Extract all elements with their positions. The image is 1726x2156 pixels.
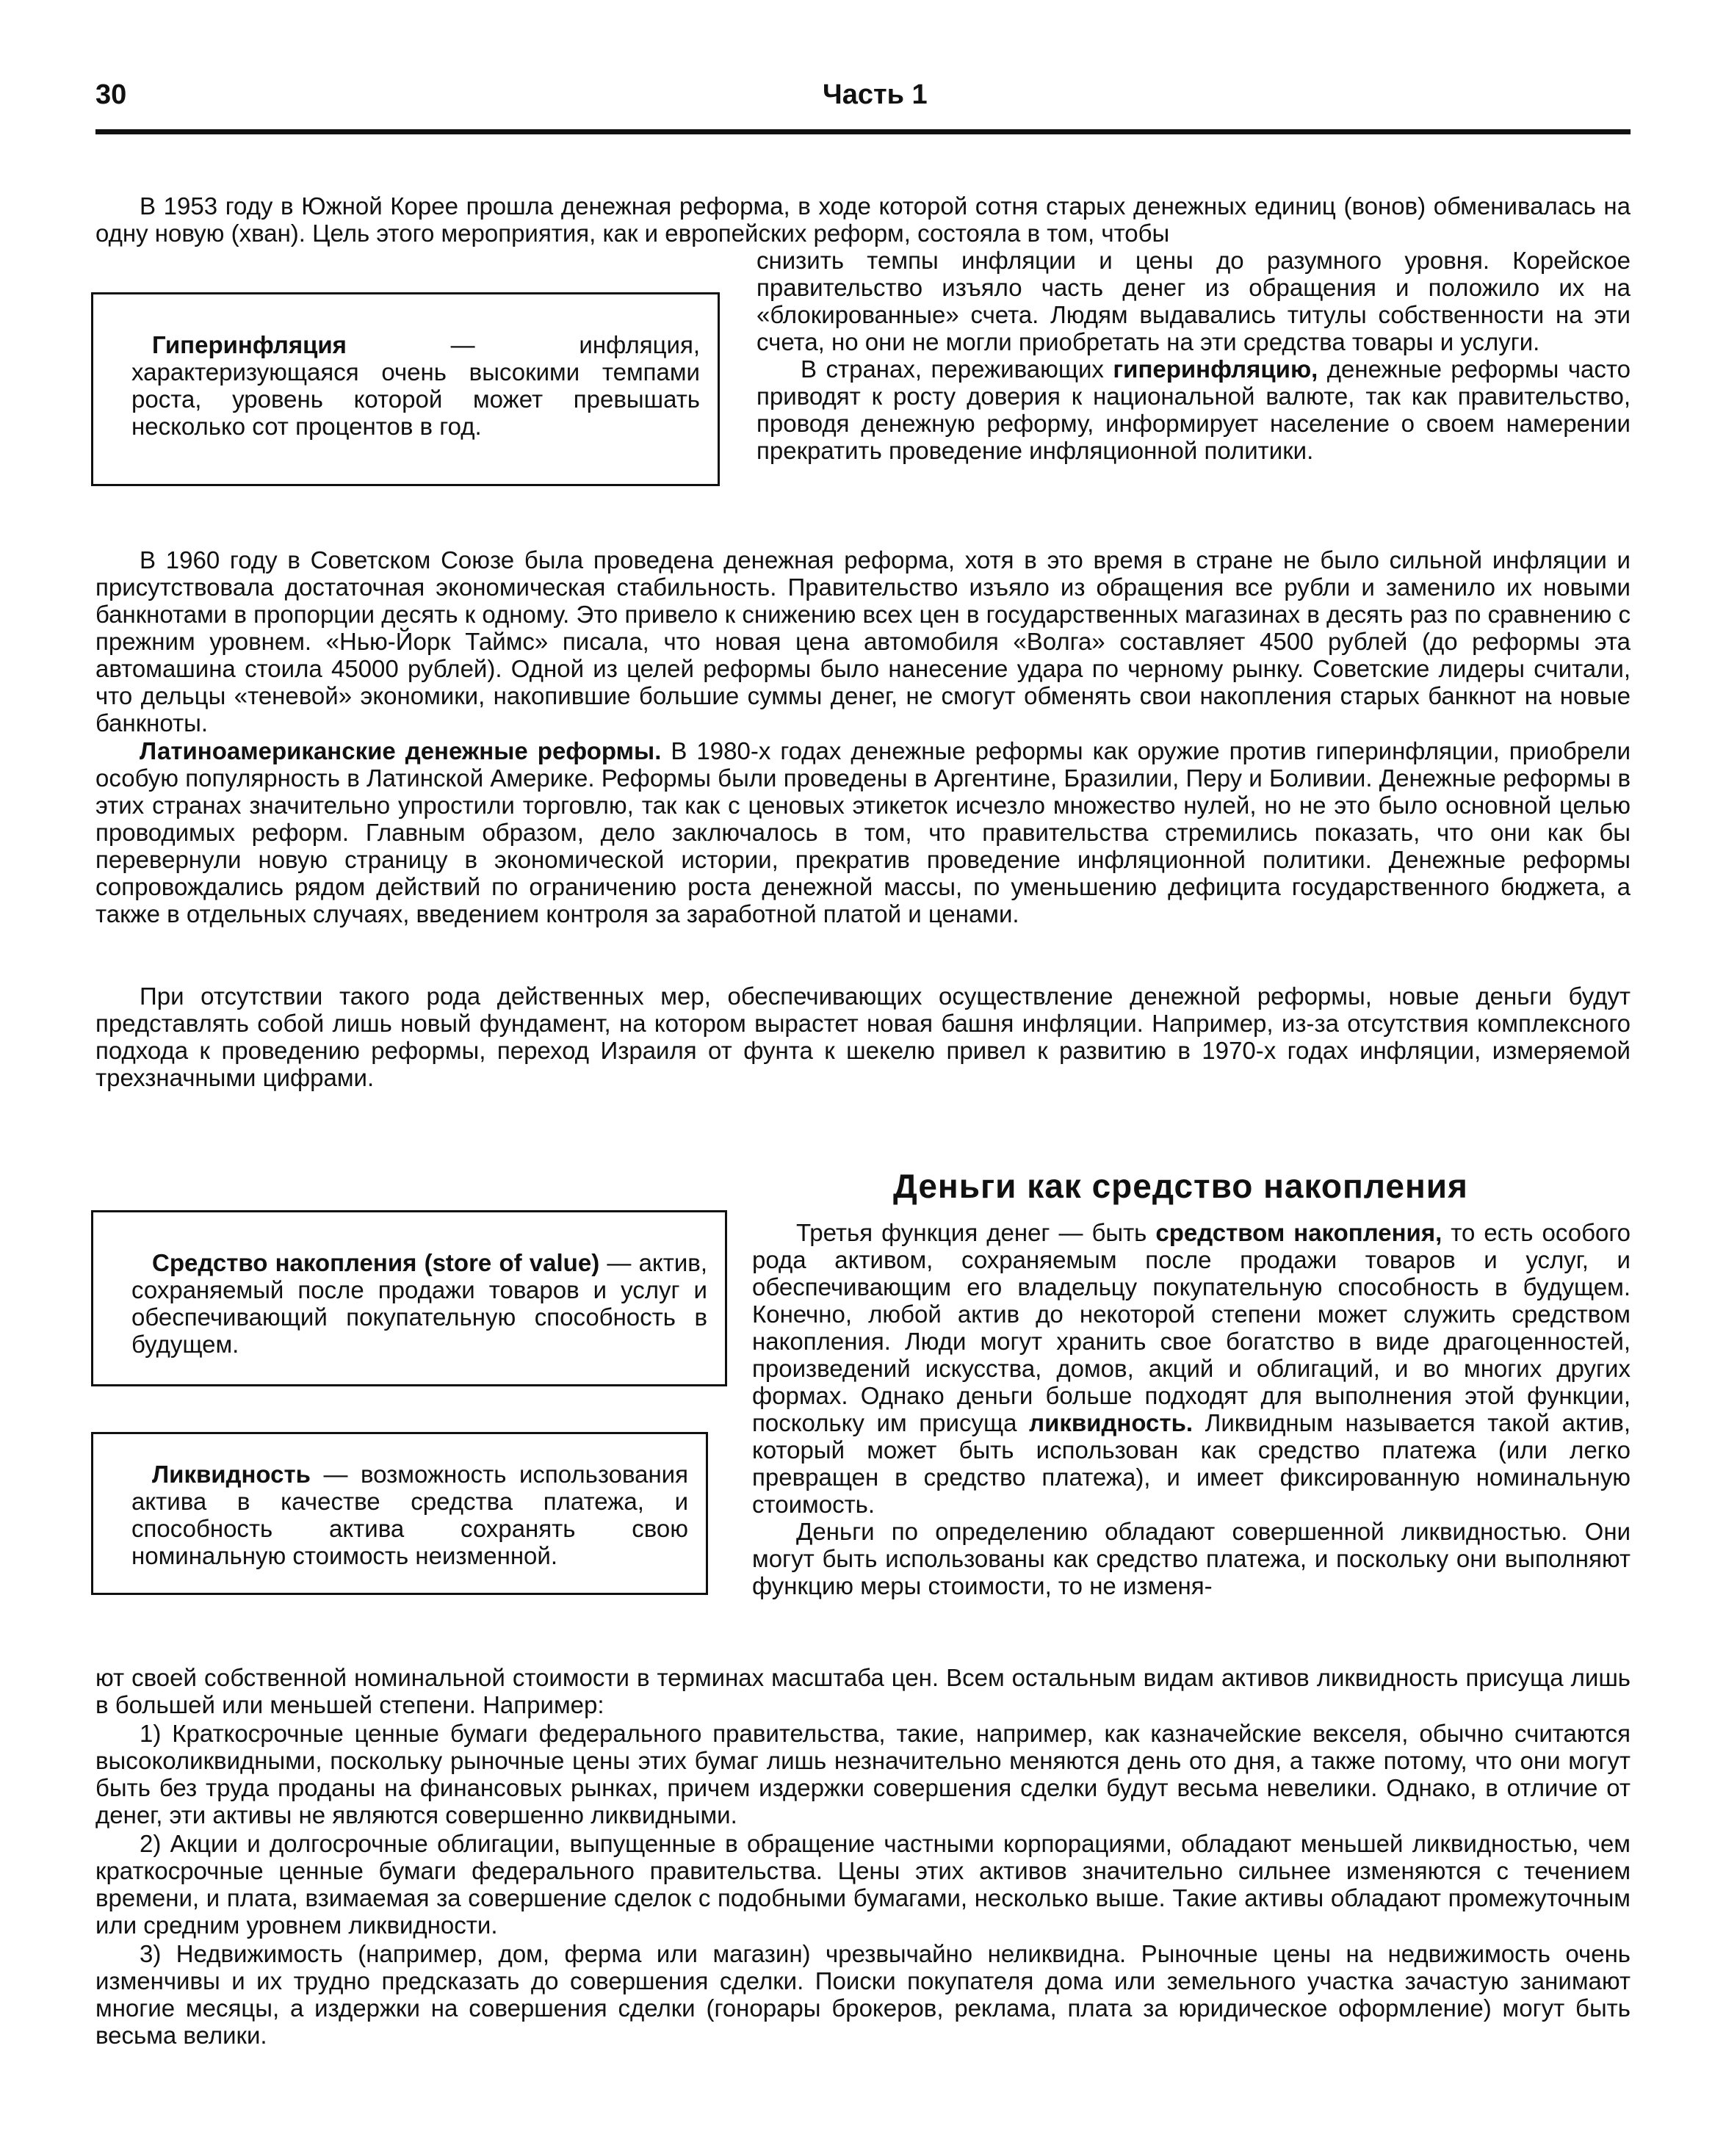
paragraph-soviet-reform: В 1960 году в Советском Союзе была проведена денежная реформа, хотя в это время в стране не было сильной инфляции и присутствовала достаточная экономическая стабильность. Правительство изъяло из обращения все рубли и заменило их новыми банкнотами в пропорции десять к одному. Это привело к снижению всех цен в государственных магазинах в десять раз по сравнению с прежним уровнем. «Нью-Йорк Таймс» писала, что новая цена автомобиля «Волга» составляет 4500 рублей (до реформы эта автомашина стоила 45000 рублей). Одной из целей реформы было нанесение удара по черному рынку. Советские лидеры считали, что дельцы «теневой» экономики, накопившие большие суммы денег, не смогут обменять свои накопления старых банкнот на новые банкноты. (95, 546, 1631, 737)
definition-store-of-value (131, 1249, 707, 1358)
list-item: 2) Акции и долгосрочные облигации, выпущенные в обращение частными корпорациями, обладают меньшей ликвидностью, чем краткосрочные ценные бумаги федерального правительства. Цены этих активов значительно сильнее изменяются с течением времени, и плата, взимаемая за совершение сделок с подобными бумагами, несколько выше. Такие активы обладают промежуточным или средним уровнем ликвидности. (95, 1830, 1631, 1939)
para6-pre: Третья функция денег — быть (796, 1219, 1156, 1246)
section-title: Деньги как средство накопления (893, 1167, 1468, 1205)
paragraph-hyperinflation-reforms (757, 355, 1631, 464)
header-rule (95, 129, 1631, 134)
term-hyperinflation-inline: гиперинфляцию, (1113, 355, 1318, 383)
list-item: 3) Недвижимость (например, дом, ферма или магазин) чрезвычайно неликвидна. Рыночные цены на недвижимость очень изменчивы и их трудно предсказать до совершения сделки. Поиски покупателя дома или земельного участка зачастую занимают многие месяцы, а издержки на совершения сделки (гонорары брокеров, реклама, плата за юридическое оформление) могут быть весьма велики. (95, 1940, 1631, 2049)
definition-hyperinflation (131, 331, 700, 440)
term-liquidity-inline: ликвидность. (1029, 1409, 1194, 1436)
running-title: Часть 1 (823, 79, 928, 110)
para7-text-b: ют своей собственной номинальной стоимости в терминах масштаба цен. Всем остальным видам активов ликвидность присуща лишь в большей или меньшей степени. Например: (95, 1664, 1631, 1718)
definition-term: Гиперинфляция (152, 331, 347, 358)
paragraph-liquidity-examples (95, 1664, 1631, 2049)
definition-box-hyperinflation (91, 292, 720, 486)
para6-post: Ликвидным называется такой актив, который может быть использован как средство платежа (или легко превращен в средство платежа), и имеет фиксированную номинальную стоимость. (752, 1409, 1631, 1518)
para7-text-a: Деньги по определению обладают совершенной ликвидностью. Они могут быть использованы как средство платежа, и поскольку они выполняют функцию меры стоимости, то не изменя- (752, 1518, 1631, 1599)
definition-term: Средство накопления (store of value) (152, 1249, 600, 1276)
definition-box-store-of-value (91, 1210, 727, 1386)
paragraph-korea-text-a: В 1953 году в Южной Корее прошла денежная реформа, в ходе которой сотня старых денежных единиц (вонов) обменивалась на одну новую (хван). Цель этого мероприятия, как и европейских реформ, состояла в том, чтобы (95, 192, 1631, 247)
paragraph-latin-america (95, 737, 1631, 927)
paragraph-israel: При отсутствии такого рода действенных мер, обеспечивающих осуществление денежной реформы, новые деньги будут представлять собой лишь новый фундамент, на котором вырастет новая башня инфляции. Например, из-за отсутствия комплексного подхода к проведению реформы, переход Израиля от фунта к шекелю привел к развитию в 1970-х годах инфляции, измеряемой трехзначными цифрами. (95, 983, 1631, 1091)
definition-box-liquidity (91, 1432, 708, 1595)
para2-post: денежные реформы часто приводят к росту доверия к национальной валюте, так как правительство, проводя денежную реформу, информирует население о своем намерении прекратить проведение инфляционной политики. (757, 355, 1631, 464)
para4-text: В 1980-х годах денежные реформы как оружие против гиперинфляции, приобрели особую популярность в Латинской Америке. Реформы были проведены в Аргентине, Бразилии, Перу и Боливии. Денежные реформы в этих странах значительно упростили торговлю, так как с ценовых этикеток исчезло множество нулей, но не это было основной целью проводимых реформ. Главным образом, дело заключалось в том, что правительства стремились показать, что они как бы перевернули новую страницу в экономической истории, прекратив проведение инфляционной политики. Денежные реформы сопровождались рядом действий по ограничению роста денежной массы, по уменьшению дефицита государственного бюджета, а также в отдельных случаях, введением контроля за заработной платой и ценами. (95, 737, 1631, 927)
heading-latin-america: Латиноамериканские денежные реформы. (140, 737, 662, 764)
para2-pre: В странах, переживающих (801, 355, 1113, 383)
term-store-of-value-inline: средством накопления, (1155, 1219, 1442, 1246)
definition-text: — актив, сохраняемый после продажи товаров и услуг и обеспечивающий покупательную способность в будущем. (131, 1249, 707, 1358)
definition-text: — возможность использования актива в качестве средства платежа, и способность актива сохранять свою номинальную стоимость неизменной. (131, 1461, 688, 1569)
page-header (95, 79, 1631, 109)
definition-text: — инфляция, характеризующаяся очень высокими темпами роста, уровень которой может превышать несколько сот процентов в год. (131, 331, 700, 440)
list-item: 1) Краткосрочные ценные бумаги федерального правительства, такие, например, как казначейские векселя, обычно считаются высоколиквидными, поскольку рыночные цены этих бумаг лишь незначительно меняются день ото дня, а также потому, что они могут быть без труда проданы на финансовых рынках, причем издержки совершения сделки будут весьма невелики. Однако, в отличие от денег, эти активы не являются совершенно ликвидными. (95, 1720, 1631, 1828)
paragraph-store-of-value (752, 1219, 1631, 1599)
para6-mid: то есть особого рода активом, сохраняемым после продажи товаров и услуг, и обеспечивающим его владельцу покупательную способность в будущем. Конечно, любой актив до некоторой степени может служить средством накопления. Люди могут хранить свое богатство в виде драгоценностей, произведений искусства, домов, акций и облигаций, и во многих других формах. Однако деньги больше подходят для выполнения этой функции, поскольку им присуща (752, 1219, 1631, 1436)
definition-liquidity (131, 1461, 688, 1569)
para6-text (752, 1219, 1631, 1518)
page-number: 30 (95, 79, 127, 110)
definition-term: Ликвидность (152, 1461, 311, 1488)
paragraph-korea-text-b: снизить темпы инфляции и цены до разумного уровня. Корейское правительство изъяло часть денег из обращения и положило их на «блокированные» счета. Людям выдавались титулы собственности на эти счета, но они не могли приобретать на эти средства товары и услуги. (757, 247, 1631, 355)
